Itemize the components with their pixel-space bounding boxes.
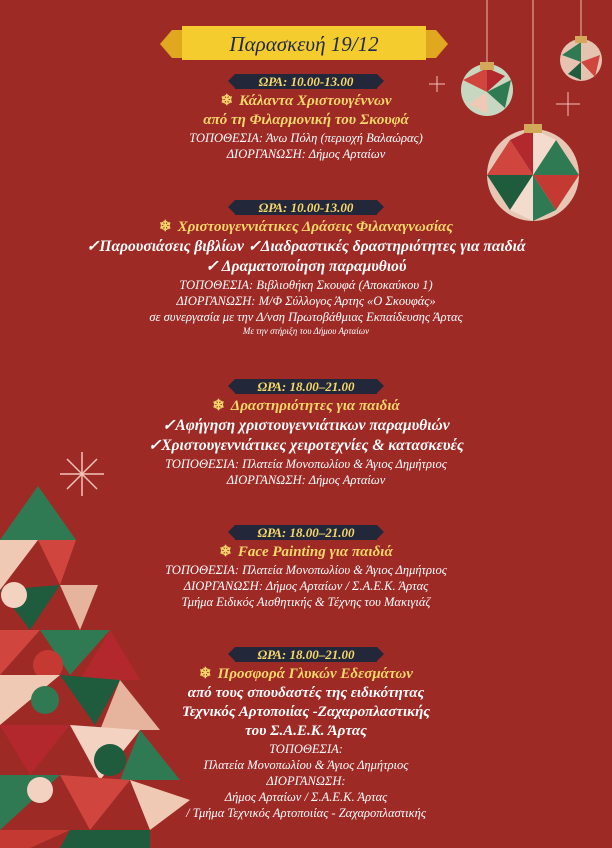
event-2-location: ΤΟΠΟΘΕΣΙΑ: Βιβλιοθήκη Σκουφά (Αποκαύκου 1) <box>179 278 433 292</box>
snowflake-icon: ❄ <box>219 544 232 560</box>
event-1-time: ΩΡΑ: 10.00-13.00 <box>235 74 377 89</box>
event-1-title: Κάλαντα Χριστουγέννων <box>239 93 392 109</box>
event-5-time: ΩΡΑ: 18.00–21.00 <box>235 647 377 662</box>
event-2-organizer: ΔΙΟΡΓΑΝΩΣΗ: Μ/Φ Σύλλογος Άρτης «Ο Σκουφάς» <box>176 294 436 308</box>
snowflake-icon: ❄ <box>199 666 212 682</box>
event-2-cooperation: σε συνεργασία με την Δ/νση Πρωτοβάθμιας Εκπαίδευσης Άρτας <box>149 310 463 324</box>
event-5-subtitle-3: του Σ.Α.Ε.Κ. Άρτας <box>245 723 367 739</box>
event-2 <box>0 218 612 337</box>
event-3-title-line <box>0 397 612 416</box>
event-2-support: Με την στήριξη του Δήμου Αρταίων <box>242 326 370 336</box>
event-5-subtitle-1: από τους σπουδαστές της ειδικότητας <box>187 685 425 701</box>
event-2-bullets-2: ✓ Δραματοποίηση παραμυθιού <box>205 258 407 275</box>
event-4 <box>0 543 612 610</box>
event-5-subtitle-2: Τεχνικός Αρτοποιίας -Ζαχαροπλαστικής <box>181 704 430 720</box>
event-3-bullets-2: ✓Χριστουγεννιάτικες χειροτεχνίες & κατασκευές <box>148 437 464 454</box>
event-5-title: Προσφορά Γλυκών Εδεσμάτων <box>217 666 413 682</box>
event-4-organizer: ΔΙΟΡΓΑΝΩΣΗ: Δήμος Αρταίων / Σ.Α.Ε.Κ. Άρτας <box>183 579 429 593</box>
snowflake-icon: ❄ <box>212 398 225 414</box>
event-1-subtitle: από τη Φιλαρμονική του Σκουφά <box>203 112 409 128</box>
event-1-location: ΤΟΠΟΘΕΣΙΑ: Άνω Πόλη (περιοχή Βαλαώρας) <box>189 131 423 145</box>
date-title: Παρασκευή 19/12 <box>229 32 379 56</box>
event-3-bullets-1: ✓Αφήγηση χριστουγεννιάτικων παραμυθιών <box>162 417 450 434</box>
event-5-location-label: ΤΟΠΟΘΕΣΙΑ: <box>269 742 343 756</box>
event-4-time: ΩΡΑ: 18.00–21.00 <box>235 525 377 540</box>
event-2-title: Χριστουγεννιάτικες Δράσεις Φιλαναγνωσίας <box>177 219 453 235</box>
event-1-title-line <box>0 92 612 111</box>
event-4-title: Face Painting για παιδιά <box>237 544 393 560</box>
event-4-organizer-2: Τμήμα Ειδικός Αισθητικής & Τέχνης του Μακιγιάζ <box>181 595 431 609</box>
event-5-organizer-2: / Τμήμα Τεχνικός Αρτοποιίας - Ζαχαροπλαστικής <box>186 806 426 820</box>
event-1 <box>0 92 612 162</box>
event-5-title-line <box>0 665 612 684</box>
event-4-title-line <box>0 543 612 562</box>
event-5-organizer-label: ΔΙΟΡΓΑΝΩΣΗ: <box>266 774 346 788</box>
ornament-ball-icon <box>560 36 602 81</box>
event-3 <box>0 397 612 488</box>
sparkle-star-icon <box>429 76 445 92</box>
event-5-location: Πλατεία Μονοπωλίου & Άγιος Δημήτριος <box>203 758 409 772</box>
event-1-organizer: ΔΙΟΡΓΑΝΩΣΗ: Δήμος Αρταίων <box>226 147 386 161</box>
event-3-organizer: ΔΙΟΡΓΑΝΩΣΗ: Δήμος Αρταίων <box>226 473 386 487</box>
snowflake-icon: ❄ <box>158 219 172 235</box>
event-3-time: ΩΡΑ: 18.00–21.00 <box>235 379 377 394</box>
event-2-bullets-1: ✓Παρουσιάσεις βιβλίων ✓Διαδραστικές δραστηριότητες για παιδιά <box>86 238 526 255</box>
event-3-title: Δραστηριότητες για παιδιά <box>230 398 400 414</box>
event-2-title-line <box>0 218 612 237</box>
event-2-time: ΩΡΑ: 10.00-13.00 <box>235 200 377 215</box>
event-4-location: ΤΟΠΟΘΕΣΙΑ: Πλατεία Μονοπωλίου & Άγιος Δημήτριος <box>165 563 447 577</box>
event-5-organizer: Δήμος Αρταίων / Σ.Α.Ε.Κ. Άρτας <box>224 790 388 804</box>
event-5 <box>0 665 612 821</box>
event-3-location: ΤΟΠΟΘΕΣΙΑ: Πλατεία Μονοπωλίου & Άγιος Δημήτριος <box>165 457 447 471</box>
snowflake-icon: ❄ <box>220 93 234 109</box>
